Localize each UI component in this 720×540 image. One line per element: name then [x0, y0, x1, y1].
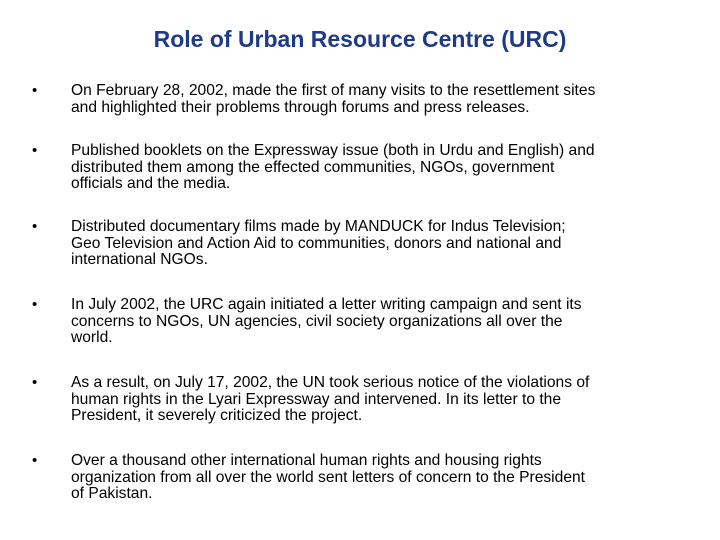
bullet-marker: • — [32, 374, 38, 391]
bullet-marker: • — [32, 142, 38, 159]
bullet-marker: • — [32, 296, 38, 313]
bullet-text: Distributed documentary films made by MANDUCK for Indus Television; Geo Television and Action Aid to communities, donors and national and international NGOs. — [71, 218, 566, 268]
bullet-text: In July 2002, the URC again initiated a letter writing campaign and sent its concerns to NGOs, UN agencies, civil society organizations all over the world. — [71, 296, 582, 346]
bullet-text: On February 28, 2002, made the first of many visits to the resettlement sites and highlighted their problems through forums and press releases. — [71, 82, 596, 116]
bullet-marker: • — [32, 218, 38, 235]
bullet-text: As a result, on July 17, 2002, the UN took serious notice of the violations of human rights in the Lyari Expressway and intervened. In its letter to the President, it severely criticized the project. — [71, 374, 590, 424]
bullet-marker: • — [32, 82, 38, 99]
bullet-marker: • — [32, 452, 38, 469]
slide-title: Role of Urban Resource Centre (URC) — [153, 26, 567, 52]
bullet-text: Published booklets on the Expressway issue (both in Urdu and English) and distributed them among the effected communities, NGOs, government officials and the media. — [71, 142, 595, 192]
bullet-text: Over a thousand other international human rights and housing rights organization from all over the world sent letters of concern to the President of Pakistan. — [71, 452, 585, 502]
